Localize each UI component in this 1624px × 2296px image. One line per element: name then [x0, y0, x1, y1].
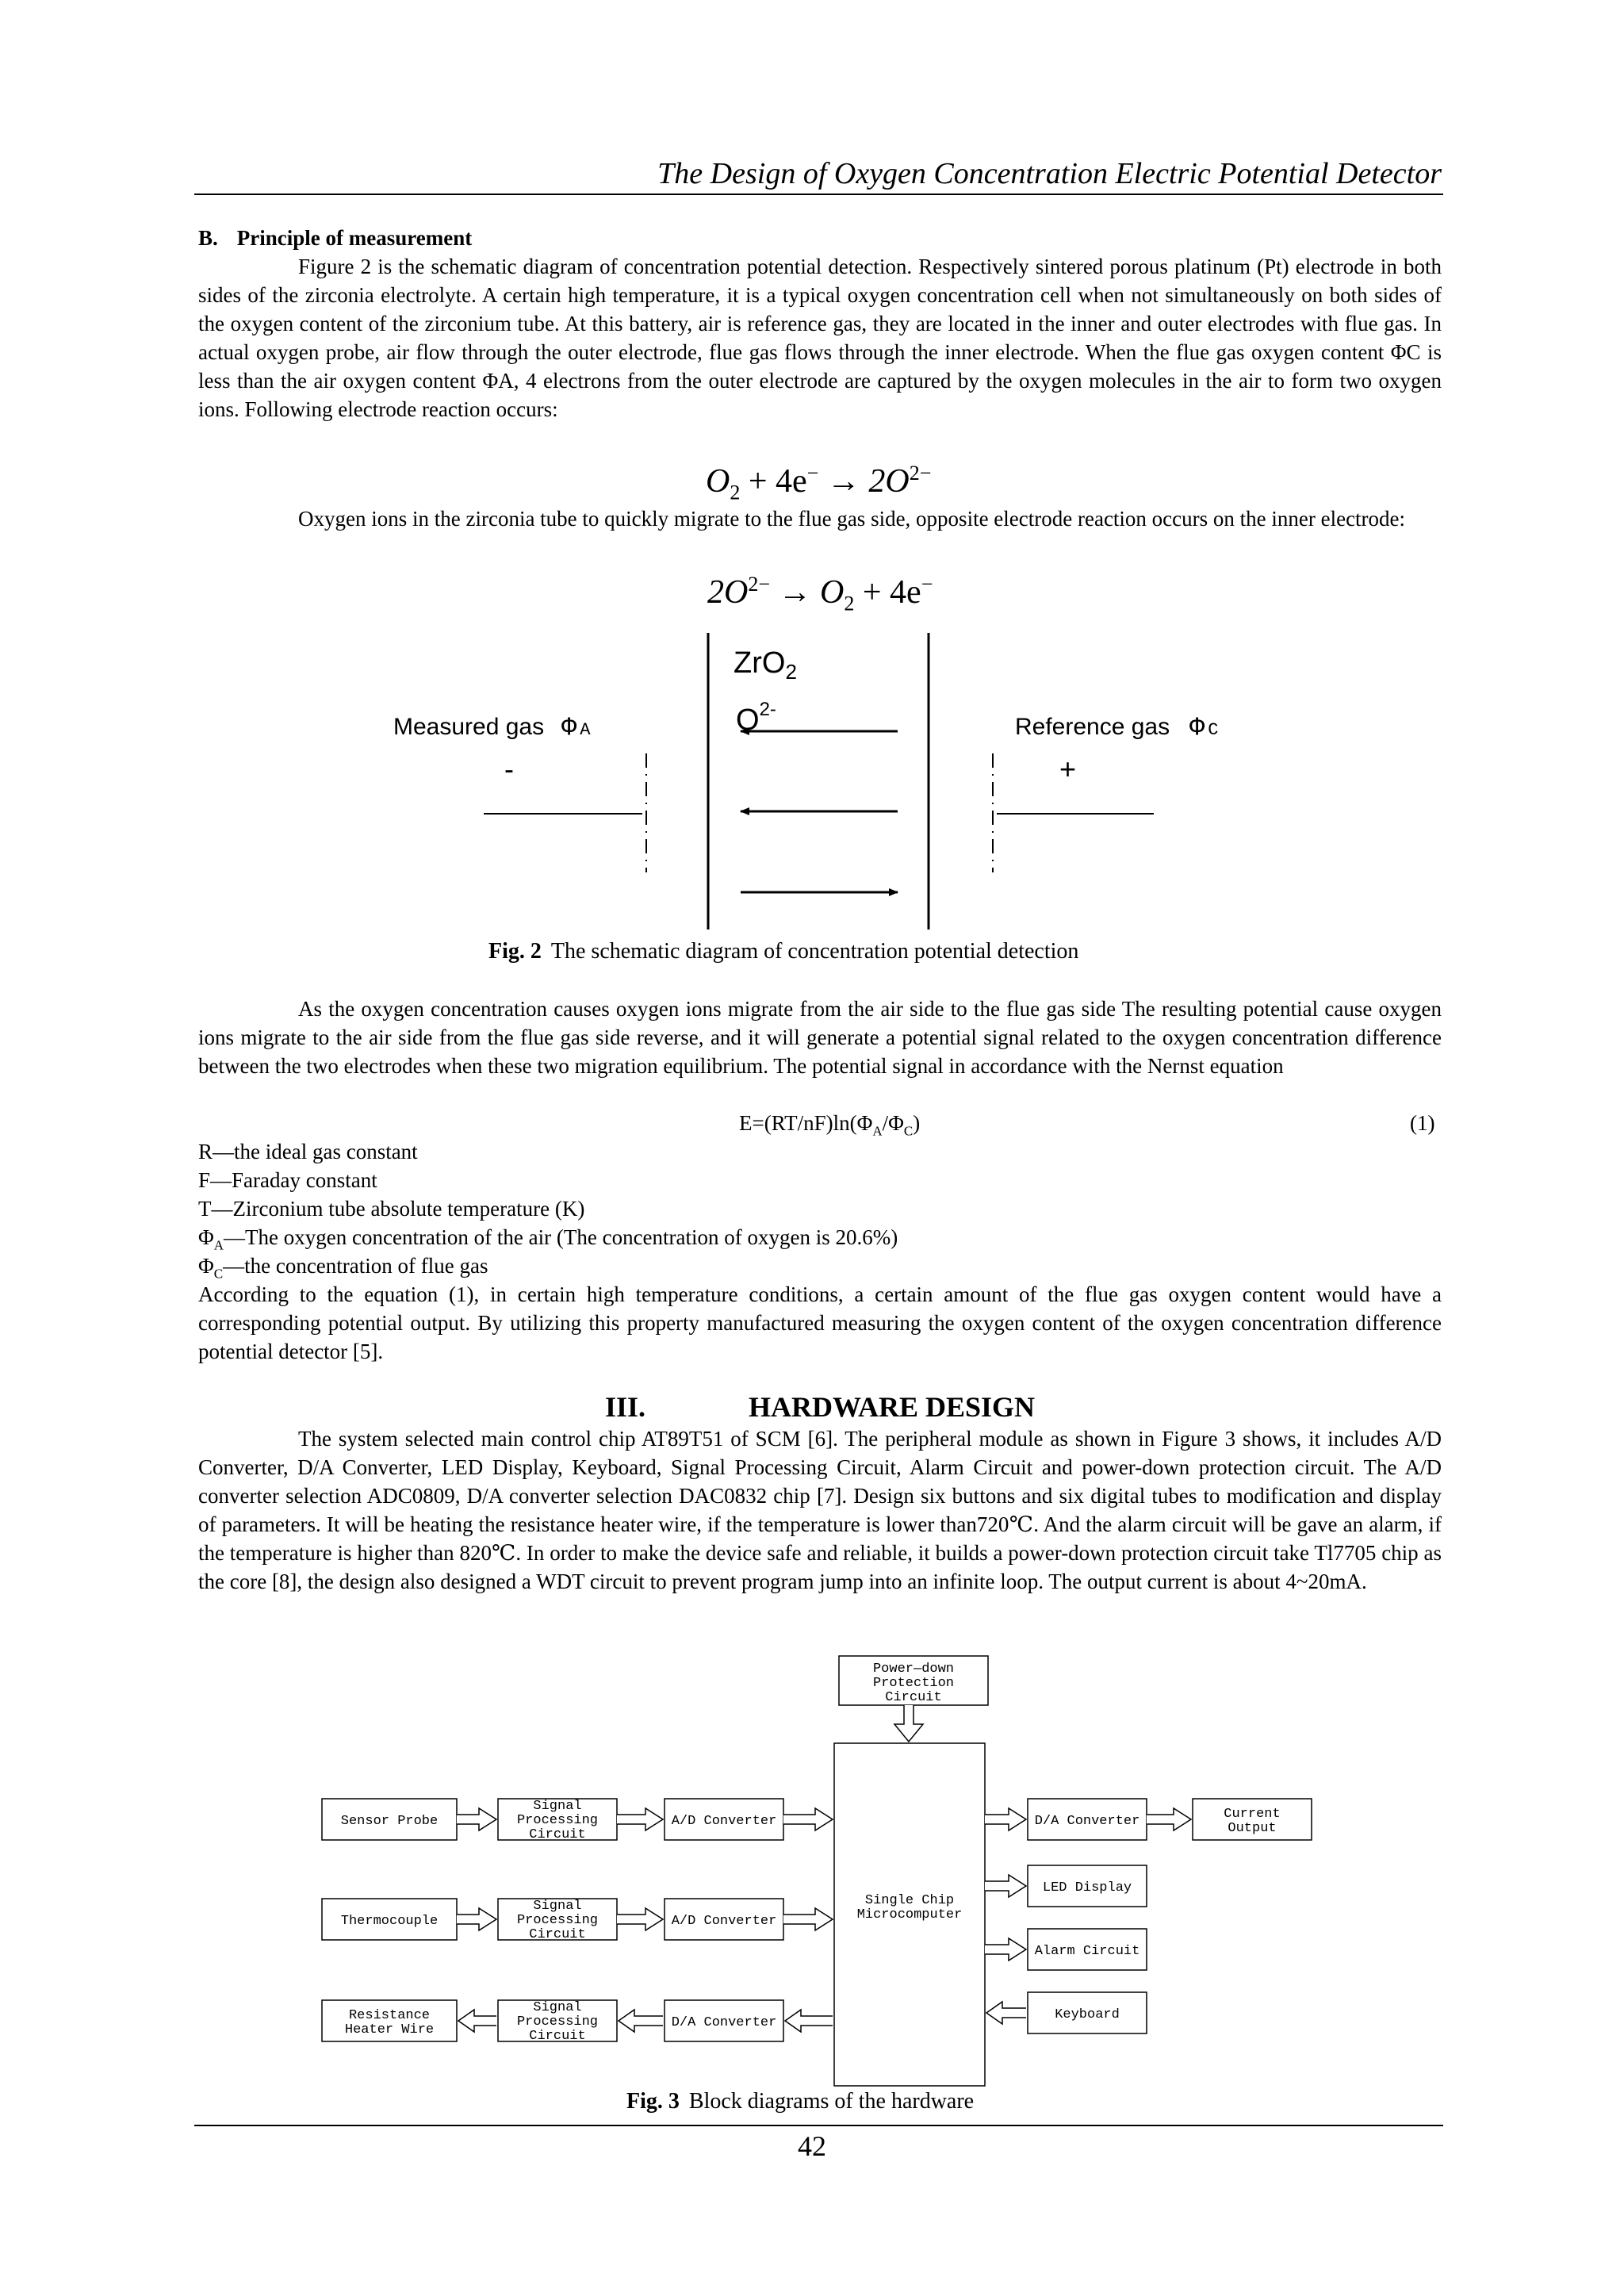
- eq2-sub-b: 2: [844, 592, 855, 615]
- phi-a-sub: A: [213, 1237, 224, 1253]
- nernst-equation: [739, 1109, 920, 1145]
- page-number: 42: [798, 2130, 826, 2162]
- sp3-label-3: Circuit: [529, 2029, 586, 2044]
- reference-gas-phi: Φ C: [1189, 713, 1219, 742]
- figure-3-caption: [626, 2087, 974, 2116]
- arrow-mcu-to-alarm: [985, 1938, 1026, 1961]
- arrow-ad1-to-mcu: [783, 1808, 833, 1830]
- mcu-label-1: Single Chip: [864, 1893, 955, 1908]
- figure-2-caption-label: Fig. 2: [488, 939, 542, 964]
- section-3-title: HARDWARE DESIGN: [748, 1391, 1036, 1423]
- section-b-title: Principle of measurement: [236, 226, 473, 250]
- eq1-term-b: + 4e: [740, 463, 807, 500]
- heater-label-2: Heater Wire: [344, 2022, 435, 2037]
- current-output-label-1: Current: [1224, 1807, 1281, 1822]
- arrow-mcu-to-led: [985, 1875, 1026, 1897]
- nernst-sub-a: A: [872, 1123, 883, 1139]
- eq2-term-c: + 4e: [854, 574, 921, 611]
- current-output-label-2: Output: [1228, 1821, 1277, 1836]
- eq2-arrow: →: [770, 574, 821, 611]
- eq1-arrow: →: [818, 463, 869, 500]
- nernst-sub-c: C: [903, 1123, 914, 1139]
- led-display-label: LED Display: [1042, 1880, 1132, 1895]
- ad2-label: A/D Converter: [671, 1914, 777, 1929]
- alarm-circuit-label: Alarm Circuit: [1034, 1944, 1140, 1959]
- sp1-label-3: Circuit: [529, 1827, 586, 1842]
- eq1-sup-c: 2−: [909, 462, 932, 485]
- eq1-term-a: O: [706, 463, 730, 500]
- power-down-label-1: Power—down: [872, 1662, 955, 1677]
- reference-gas-label: Reference gas: [1015, 714, 1170, 740]
- sp2-label-1: Signal: [533, 1899, 582, 1914]
- power-down-label-2: Protection: [872, 1676, 955, 1691]
- phi-c-sub: C: [213, 1266, 224, 1282]
- nernst-right: ): [913, 1111, 921, 1135]
- measured-gas-phi: Φ A: [561, 713, 591, 742]
- definition-r: R—the ideal gas constant: [198, 1140, 418, 1163]
- eq2-term-a: 2O: [707, 574, 749, 611]
- oxygen-ion-label: $O^{2-}$: [736, 699, 776, 737]
- eq1-term-c: 2O: [868, 463, 910, 500]
- da-out-label: D/A Converter: [1034, 1814, 1140, 1829]
- definition-f: F—Faraday constant: [198, 1168, 377, 1192]
- paragraph-2: Oxygen ions in the zirconia tube to quickly migrate to the flue gas side, opposite electrode reaction occurs on the inner electrode:: [298, 507, 1406, 531]
- measured-gas-label: Measured gas: [393, 714, 545, 740]
- arrow-mcu-to-da3: [785, 2010, 833, 2032]
- eq2-term-b: O: [820, 574, 845, 611]
- phi-a-text: —The oxygen concentration of the air (The concentration of oxygen is 20.6%): [224, 1225, 898, 1249]
- ad1-label: A/D Converter: [671, 1814, 777, 1829]
- figure-3-block-diagram: [0, 1642, 1624, 2094]
- section-3-heading: [198, 1389, 1442, 1424]
- sp2-label-2: Processing: [516, 1913, 599, 1928]
- sensor-probe-label: Sensor Probe: [340, 1814, 439, 1829]
- footer-rule: [194, 2125, 1443, 2126]
- da3-label: D/A Converter: [671, 2015, 777, 2030]
- arrow-mcu-to-da: [985, 1808, 1026, 1830]
- negative-terminal: -: [504, 753, 514, 785]
- figure-2-caption-text: The schematic diagram of concentration potential detection: [550, 939, 1079, 964]
- figure-3-caption-text: Block diagrams of the hardware: [688, 2089, 975, 2114]
- arrow-sp1-to-ad1: [617, 1808, 663, 1830]
- paragraph-5: The system selected main control chip AT89T51 of SCM [6]. The peripheral module as shown in Figure 3 shows, it includes A/D Converter, D/A Converter, LED Display, Keyboard, Signal Processing Circuit, Alarm Circuit and power-down protection circuit. The A/D converter selection ADC0809, D/A converter selection DAC0832 chip [7]. Design six buttons and six digital tubes to modification and display of parameters. It will be heating the resistance heater wire, if the temperature is lower than720℃. And the alarm circuit will be gave an alarm, if the temperature is higher than 820℃. In order to make the device safe and reliable, it builds a power-down protection circuit take Tl7705 chip as the core [8], the design also designed a WDT circuit to prevent program jump into an infinite loop. The output current is about 4~20mA.: [198, 1427, 1442, 1593]
- positive-terminal: +: [1059, 753, 1077, 785]
- sp2-label-3: Circuit: [529, 1927, 586, 1942]
- arrow-ad2-to-mcu: [783, 1908, 833, 1930]
- arrow-da3-to-sp3: [619, 2010, 663, 2032]
- sp3-label-1: Signal: [533, 2000, 582, 2015]
- thermocouple-label: Thermocouple: [340, 1914, 439, 1929]
- eq2-sup-c: −: [921, 573, 933, 596]
- nernst-left: E=(RT/nF)ln(Φ: [739, 1111, 873, 1135]
- sp3-label-2: Processing: [516, 2014, 599, 2030]
- phi-a-symbol: Φ: [198, 1225, 214, 1249]
- figure-2-schematic: [0, 619, 1624, 952]
- paragraph-4: According to the equation (1), in certain high temperature conditions, a certain amount of the flue gas oxygen content would have a corresponding potential output. By utilizing this property manufactured measuring the oxygen content of the oxygen concentration difference potential detector [5].: [198, 1282, 1442, 1363]
- definition-t: T—Zirconium tube absolute temperature (K): [198, 1197, 585, 1221]
- header-rule: [194, 194, 1443, 195]
- arrow-sp3-to-heater: [458, 2010, 496, 2032]
- sp1-label-1: Signal: [533, 1799, 582, 1814]
- figure-3-caption-label: Fig. 3: [626, 2089, 680, 2114]
- section-b-heading: [198, 224, 472, 252]
- heater-label-1: Resistance: [348, 2008, 431, 2023]
- phi-c-text: —the concentration of flue gas: [223, 1254, 488, 1278]
- equation-number: (1): [1410, 1111, 1435, 1135]
- eq1-sub-a: 2: [730, 481, 741, 504]
- keyboard-label: Keyboard: [1055, 2007, 1120, 2022]
- arrow-power-to-mcu: [894, 1705, 923, 1742]
- running-header: The Design of Oxygen Concentration Electric Potential Detector: [657, 157, 1442, 190]
- arrow-sp2-to-ad2: [617, 1908, 663, 1930]
- section-3-number: III.: [604, 1391, 645, 1423]
- eq2-sup-a: 2−: [748, 573, 771, 596]
- arrow-sensor-to-sp1: [457, 1808, 496, 1830]
- mcu-label-2: Microcomputer: [856, 1907, 963, 1922]
- nernst-mid: /Φ: [882, 1111, 904, 1135]
- arrow-thermo-to-sp2: [457, 1908, 496, 1930]
- power-down-label-3: Circuit: [885, 1690, 942, 1705]
- equation-anode-reaction: [707, 565, 933, 623]
- sp1-label-2: Processing: [516, 1813, 599, 1828]
- arrow-keyboard-to-mcu: [986, 2002, 1026, 2024]
- zro2-label: ZrO$_2$: [733, 646, 797, 684]
- eq1-sup-b: −: [806, 462, 819, 485]
- paragraph-1: Figure 2 is the schematic diagram of concentration potential detection. Respectively sintered porous platinum (Pt) electrode in both sides of the zirconia electrolyte. A certain high temperature, it is a typical oxygen concentration cell when not simultaneously on both sides of the oxygen content of the zirconium tube. At this battery, air is reference gas, they are located in the inner and outer electrodes with flue gas. In actual oxygen probe, air flow through the outer electrode, flue gas flows through the inner electrode. When the flue gas oxygen content ΦC is less than the air oxygen content ΦA, 4 electrons from the outer electrode are captured by the oxygen molecules in the air to form two oxygen ions. Following electrode reaction occurs:: [198, 255, 1442, 421]
- phi-c-symbol: Φ: [198, 1254, 214, 1278]
- section-b-label: B.: [198, 226, 218, 250]
- figure-2-caption: [488, 937, 1078, 966]
- paragraph-3: As the oxygen concentration causes oxygen ions migrate from the air side to the flue gas side The resulting potential cause oxygen ions migrate to the air side from the flue gas side reverse, and it will generate a potential signal related to the oxygen concentration difference between the two electrodes when these two migration equilibrium. The potential signal in accordance with the Nernst equation: [198, 997, 1442, 1078]
- arrow-da-to-output: [1147, 1808, 1191, 1830]
